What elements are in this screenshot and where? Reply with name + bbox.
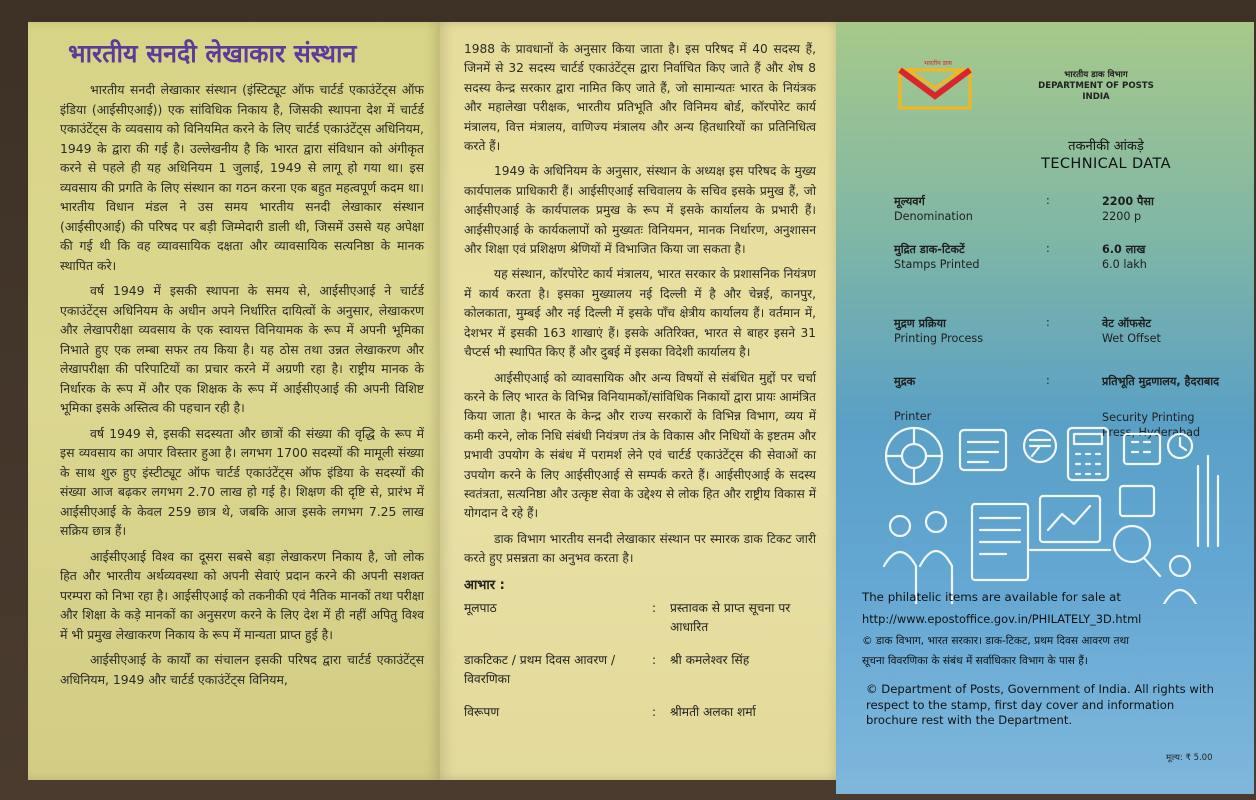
credit-value: प्रस्तावक से प्राप्त सूचना पर आधारित [670,600,791,634]
page-title: भारतीय सनदी लेखाकार संस्थान [68,39,357,68]
magnifier-icon [1114,526,1150,562]
keypad-icon [1124,434,1160,464]
credit-value: श्रीमती अलका शर्मा [670,704,756,719]
paragraph: आईसीएआई को व्यावसायिक और अन्य विषयों से संबंधित मुद्दों पर चर्चा करने के लिए भारत के विभिन्न विनियामकों/सांविधिक निकायों द्वारा प्रायः आमंत्रित किया जाता है। भारत के केन्द्र और राज्य सरकारों के विभिन्न विभाग, व्यय में कमी करने, लोक निधि संबंधी नियंत्रण तंत्र के विकास और निधियों के इष्टतम और प्रभावी उपयोग के संबंध में परामर्श लेने एवं चार्टर्ड एकाउंटेंट्स की सेवाओं का उपयोग करने के लिए आईसीएआई से सम्पर्क करते हैं। आईसीएआई के सदस्य स्वतंत्रता, सत्यनिष्ठा और उत्कृष्ट सेवा के उद्देश्य से लोक हित और राष्ट्रीय विकास में योगदान दे रहे हैं। [464,370,816,521]
hindi-copyright-line: © डाक विभाग, भारत सरकार। डाक-टिकट, प्रथम दिवस आवरण तथा [862,635,1129,647]
credit-row [464,651,816,689]
paragraph: भारतीय सनदी लेखाकार संस्थान (इंस्टिट्यूट ऑफ चार्टर्ड एकाउंटेंट्स ऑफ इंडिया (आईसीएआई)) एक सांविधिक निकाय है, जिसकी स्थापना देश में चार्टर्ड एकाउंटेंट्स के व्यवसाय को विनियमित करने के लिए चार्टर्ड एकाउंटेंट्स अधिनियम, 1949 के द्वारा की गई है। उल्लेखनीय है कि भारत द्वारा संविधान को अंगीकृत करने से पहले ही यह अधिनियम 1 जुलाई, 1949 से लागू हो गया था। इस व्यवसाय की प्रगति के लिए संस्थान का गठन करना एक बहुत महत्वपूर्ण कदम था। भारतीय विधान मंडल ने उस समय भारतीय सनदी लेखाकार संस्थान (आईसीएआई) की परिषद पर बड़ी जिम्मेदारी डाली थी, जिसमें उससे यह अपेक्षा की गई थी कि वह व्यावसायिक दक्षता और व्यावसायिक सत्यनिष्ठा के मानक स्थापित करे। [60,82,424,273]
colon: : [1046,316,1050,329]
technical-data-heading-hindi: तकनीकी आंकड़े [1068,139,1144,154]
briefcase-icon [1120,486,1154,516]
department-name-hindi: भारतीय डाक विभाग [1064,70,1128,80]
person-icon [890,516,910,536]
label-hindi: मुद्रक [894,375,916,388]
hindi-copyright-line: सूचना विवरणिका के संबंध में सर्वाधिकार विभाग के पास हैं। [862,655,1088,667]
paragraph: 1949 के अधिनियम के अनुसार, संस्थान के अध्यक्ष इस परिषद के मुख्य कार्यपालक प्राधिकारी हैं। आईसीएआई सचिवालय के सचिव इसके प्रमुख हैं, जो आईसीएआई के कार्यपालक प्रमुख के रूप में इसके कार्यालय के प्रभारी हैं। आईसीएआई के कार्यकलापों को मुख्यतः विनियमन, मानक निर्धारण, अनुशासन और शिक्षा एवं प्रशिक्षण श्रेणियों में विभाजित किया जा सकता है। [464,164,816,257]
person-icon [1170,556,1190,576]
label-hindi: मुद्रित डाक-टिकटें [894,243,965,256]
department-country: INDIA [1082,92,1110,102]
laptop-icon [1040,496,1100,542]
credit-colon: : [652,600,657,615]
credit-key: विरूपण [464,704,500,719]
colon: : [1046,194,1050,207]
copyright-notice: © Department of Posts, Government of India. All rights with respect to the stamp, first day cover and information brochure rest with the Department. [866,682,1214,727]
credit-value: श्री कमलेश्वर सिंह [670,652,750,667]
accounting-illustration [880,426,1230,604]
department-name-english: DEPARTMENT OF POSTS [1038,81,1154,91]
value-hindi: प्रतिभूति मुद्रणालय, हैदराबाद [1102,375,1220,388]
label-english: Denomination [894,210,973,223]
paragraph: यह संस्थान, कॉरपोरेट कार्य मंत्रालय, भारत सरकार के प्रशासनिक नियंत्रण में कार्य करता है। इसका मुख्यालय नई दिल्ली में है और चेन्नई, कानपुर, कोलकाता, मुम्बई और नई दिल्ली में इसके पाँच क्षेत्रीय कार्यालय हैं। वर्तमान में, देशभर में इसकी 163 शाखाएं हैं। इसके अतिरिक्त, भारत से बाहर इसने 31 चैप्टर्स भी स्थापित किए हैं और दुबई में इसका विदेशी कार्यालय है। [464,267,816,360]
value-hindi: वेट ऑफसेट [1102,317,1152,330]
value-english: Wet Offset [1102,332,1161,345]
sale-url: http://www.epostoffice.gov.in/PHILATELY_3D.html [862,612,1142,626]
credit-key: डाकटिकट / प्रथम दिवस आवरण / विवरणिका [464,652,616,686]
value-hindi: 6.0 लाख [1102,243,1146,256]
paragraph: आईसीएआई विश्व का दूसरा सबसे बड़ा लेखाकरण निकाय है, जो लोक हित और भारतीय अर्थव्यवस्था को अपनी सेवाएं प्रदान करने की अपनी सशक्त परम्परा को निभा रहा है। आईसीएआई को तकनीकी एवं नैतिक मानकों तथा परीक्षा और शिक्षा के कड़े मानकों का अनुसरण करने के लिए देश में ही नहीं अपितु विश्व में भी प्रमुख लेखाकरण निकाय के रूप में मान्यता प्राप्त हुई है। [60,548,424,642]
person-icon [926,512,946,532]
label-english: Printer [894,410,932,423]
colon: : [1046,242,1050,255]
credit-colon: : [652,704,657,719]
value-hindi: 2200 पैसा [1102,195,1154,208]
logo-text: भारतीय डाक [924,60,952,67]
label-english: Printing Process [894,332,984,345]
india-post-logo [894,56,976,114]
label-english: Stamps Printed [894,258,980,271]
right-panel [836,22,1254,794]
document-icon [960,430,1006,470]
paragraph: डाक विभाग भारतीय सनदी लेखाकार संस्थान पर स्मारक डाक टिकट जारी करते हुए प्रसन्नता का अनुभव करता है। [464,531,816,566]
value-english: 2200 p [1102,210,1142,223]
department-name [1026,70,1166,103]
label-hindi: मूल्यवर्ग [894,195,925,208]
value-english: Security Printing Press, Hyderabad [1102,411,1201,439]
value-english: 6.0 lakh [1102,258,1147,271]
label-hindi: मुद्रण प्रक्रिया [894,317,946,330]
credit-row [464,703,816,722]
credit-colon: : [652,652,657,667]
technical-data-heading: TECHNICAL DATA [1041,156,1171,172]
left-panel [28,22,440,780]
middle-panel [440,22,836,780]
credit-key: मूलपाठ [464,600,497,615]
bar-chart-icon [1198,456,1218,546]
paragraph: वर्ष 1949 में इसकी स्थापना के समय से, आईसीएआई ने चार्टर्ड एकाउंटेंट्स अधिनियम के अधीन अपने निर्धारित दायित्वों के अनुसार, लेखाकरण और लेखापरीक्षा व्यवसाय के एक स्वायत्त विनियामक के रूप में अपनी भूमिका निभाते हुए एक लम्बा सफर तय किया है। यह ठोस तथा उन्नत लेखाकरण और लेखापरीक्षा की परिपाटियों का प्रचार करने में अग्रणी रहा है। राष्ट्रीय मानक के निर्धारक के रूप में और एक शिक्षक के रूप में आईसीएआई की अपनी विशिष्ट भूमिका इसके अस्तित्व की पहचान रही है। [60,283,424,415]
price-label: मूल्य: ₹ 5.00 [1166,753,1213,763]
paragraph: आईसीएआई के कार्यों का संचालन इसकी परिषद द्वारा चार्टर्ड एकाउंटेंट्स अधिनियम, 1949 और चार्टर्ड एकाउंटेंट्स विनियम, [60,652,424,687]
credit-row [464,599,816,637]
paragraph: वर्ष 1949 से, इसकी सदस्यता और छात्रों की संख्या की वृद्धि के रूप में इस व्यवसाय का अपार विस्तार हुआ है। लगभग 1700 सदस्यों की मामूली संख्या के साथ शुरु हुए इंस्टीट्यूट ऑफ चार्टर्ड एकाउंटेंट्स ऑफ इंडिया के सदस्यों की संख्या आज बढ़कर लगभग 2.70 लाख हो गई है। शिक्षण की दृष्टि से, प्रारंभ में आईसीएआई के केवल 259 छात्र थे, जबकि आज इसके लगभग 7.25 लाख सक्रिय छात्र हैं। [60,425,424,538]
paragraph: 1988 के प्रावधानों के अनुसार किया जाता है। इस परिषद में 40 सदस्य हैं, जिनमें से 32 सदस्य चार्टर्ड एकाउंटेंट्स द्वारा निर्वाचित किए जाते हैं और शेष 8 सदस्य केन्द्र सरकार द्वारा नामित किए जाते हैं, जो सामान्यतः भारत के नियंत्रक और महालेखा परीक्षक, भारतीय प्रतिभूति और विनिमय बोर्ड, कॉरपोरेट कार्य मंत्रालय, वित्त मंत्रालय, वाणिज्य मंत्रालय और अन्य हितधारियों का प्रतिनिधित्व करते हैं। [464,42,816,154]
acknowledgement-heading: आभार : [464,577,505,593]
sale-info: The philatelic items are available for sale at [862,590,1121,604]
colon: : [1046,374,1050,387]
